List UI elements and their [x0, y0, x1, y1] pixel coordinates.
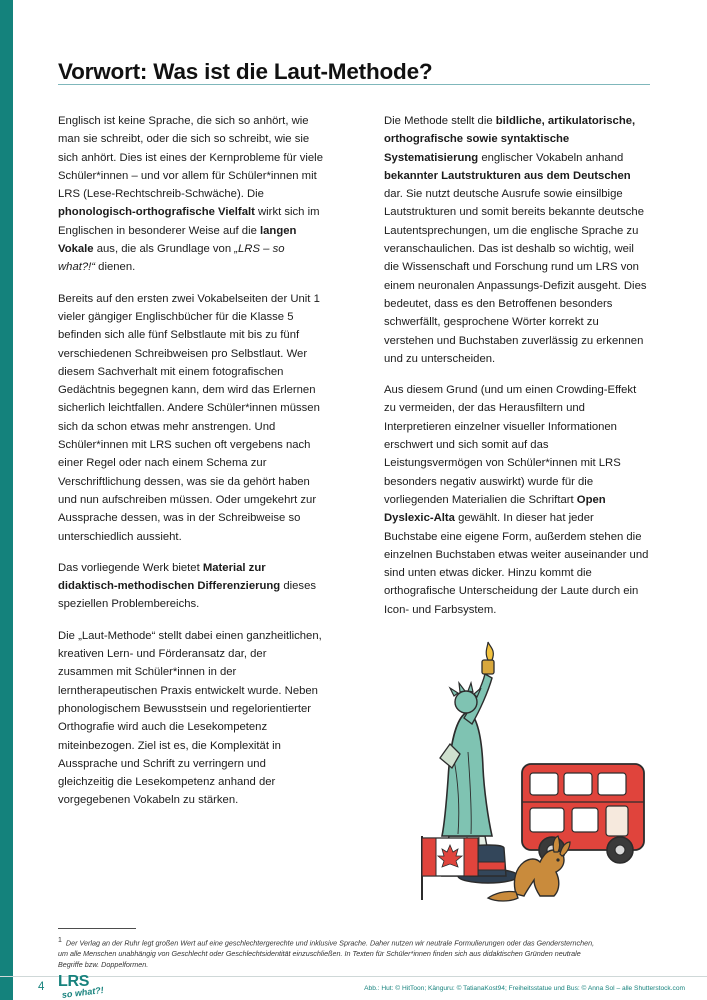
paragraph-left-3 [58, 559, 324, 614]
text-run-bold: Material zur didaktisch-methodischen Differenzierung [58, 561, 281, 593]
logo-subtitle: so what?! [61, 984, 105, 1000]
footnote-body: Der Verlag an der Ruhr legt großen Wert auf eine geschlechtergerechte und inklusive Sprache. Daher nutzen wir neutrale Formulierungen oder das Gendersternchen, um alle Menschen unabhängig von Geschlecht oder Geschlechtsidentität einzuschließen. In Texten für Schüler*innen finden sich aus didaktischen Gründen neutrale Begriffe bzw. Doppelformen. [58, 938, 595, 969]
paragraph-left-1 [58, 112, 324, 277]
text-run: wirkt sich im Englischen in besonderer Weise auf die [58, 206, 320, 237]
canada-flag-icon [422, 836, 478, 900]
page-edge-bar [0, 0, 13, 1000]
text-run: aus, die als Grundlage von [93, 243, 235, 256]
text-run-bold: bildliche, artikulatorische, orthografische sowie syntaktische Systematisierung [384, 115, 636, 164]
paragraph-right-1 [384, 112, 650, 368]
text-run-bold: langen Vokale [58, 224, 297, 256]
image-credits: Abb.: Hut: © HitToon; Känguru: © TatianaKost94; Freiheitsstatue und Bus: © Anna Sol – alle Shutterstock.com [364, 985, 685, 992]
text-run: Aus diesem Grund (und um einen Crowding-Effekt zu vermeiden, der das Herausfiltern und Interpretieren einzelner visueller Informationen erschwert und sich somit auf das Leistungsvermögen von Schüler*innen mit LRS besonders negativ auswirkt) wurde für die vorliegenden Materialien die Schriftart [384, 384, 637, 506]
page-number: 4 [38, 981, 45, 993]
paragraph-right-2 [384, 381, 650, 619]
text-run: dienen. [95, 261, 136, 274]
text-run-bold: phonologisch-orthografische Vielfalt [58, 206, 255, 219]
page-title: Vorwort: Was ist die Laut-Methode? [58, 59, 433, 85]
title-divider [58, 84, 650, 85]
text-run: Englisch ist keine Sprache, die sich so anhört, wie man sie schreibt, oder die sich so schreibt, wie sie sich anhört. Dies ist eines der Kernprobleme für viele Schüler*innen – und vor allem für Schüler*innen mit LRS (Lese-Rechtschreib-Schwäche). Die [58, 115, 323, 201]
text-run-italic: „LRS – so what?!“ [58, 243, 285, 274]
illustration-group [384, 640, 664, 910]
illustration-svg [384, 640, 664, 910]
text-run: gewählt. In dieser hat jeder Buchstabe eine eigene Form, außerdem stehen die einzelnen Buchstaben etwas weiter auseinander und sind unten etwas dicker. Hinzu kommt die orthografische Unterscheidung der Laute durch ein Icon- und Farbsystem. [384, 512, 649, 616]
paragraph-left-4: Die „Laut-Methode“ stellt dabei einen ganzheitlichen, kreativen Lern- und Förderansatz dar, der zusammen mit Schüler*innen in der lerntherapeutischen Praxis entwickelt wurde. Neben phonologischem Bewusstsein und regelorientierter Orthografie wird auch die Lesekompetenz miteinbezogen. Ziel ist es, die Komplexität in Aussprache und Schrift zu verringern und gleichzeitig die Lesekompetenz anhand der vorgegebenen Vokabeln zu stärken. [58, 629, 322, 807]
right-text-column [384, 112, 650, 619]
footnote-divider [58, 928, 136, 929]
text-run: Die Methode stellt die [384, 115, 496, 127]
logo-title: LRS [58, 973, 90, 990]
footnote-text [58, 936, 598, 971]
text-run-bold: bekannter Lautstrukturen aus dem Deutschen [384, 169, 631, 182]
text-run: dieses speziellen Problembereichs. [58, 580, 317, 611]
paragraph-left-2: Bereits auf den ersten zwei Vokabelseiten der Unit 1 vieler gängiger Englischbücher für die Klasse 5 befinden sich alle fünf Selbstlaute mit bis zu fünf verschiedenen Schreibweisen pro Selbstlaut. Wer diesem Sachverhalt mit einem fotografischen Gedächtnis begegnen kann, dem wird das Erlernen sicherlich leichtfallen. Andere Schüler*innen müssen sich da schon etwas mehr anstrengen. Und Schüler*innen mit LRS suchen oft vergebens nach einer Regel oder nach einem Schema zur Verschriftlichung dessen, was sie da gehört haben und nun aufschreiben müssen. Oder umgekehrt zur Aussprache dessen, was in der Schreibweise so unterschiedlich aussieht. [58, 292, 320, 543]
double-decker-bus-icon [522, 764, 644, 863]
text-run: englischer Vokabeln anhand [478, 151, 624, 164]
text-run: Das vorliegende Werk bietet [58, 561, 203, 574]
text-run: dar. Sie nutzt deutsche Ausrufe sowie einsilbige Lautstrukturen und somit bereits bekannte deutsche Lautentsprechungen, um die englische Sprache zu veranschaulichen. Das ist deshalb so wichtig, weil die Wissenschaft und Forschung rund um LRS von einem neuronalen Anpassungs-Defizit ausgeht. Dies bedeutet, dass es den Betroffenen besonders schwerfällt, gesprochene Wörter korrekt zu verstehen und Buchstaben zuverlässig zu erkennen und zu unterscheiden. [384, 188, 647, 365]
series-logo [58, 974, 138, 1000]
footnote-marker: 1 [58, 937, 62, 944]
left-text-column [58, 112, 324, 810]
text-run-bold: Open Dyslexic-Alta [384, 493, 606, 525]
